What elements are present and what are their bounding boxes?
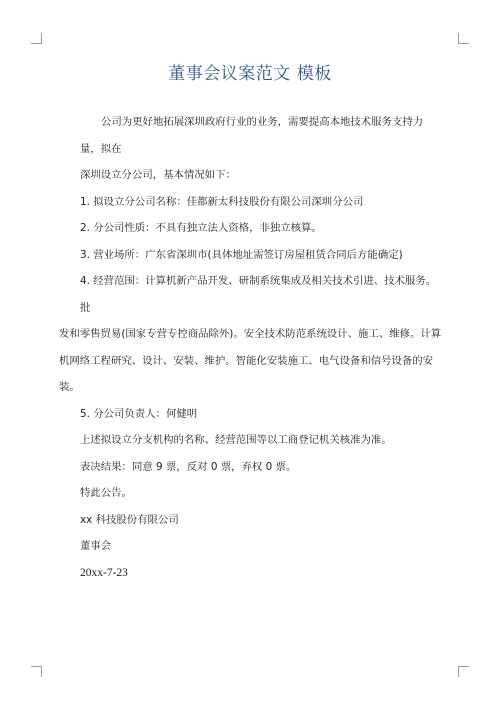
item-4-line-1: 4. 经营范围：计算机新产品开发、研制系统集成及相关技术引进、技术服务。批 — [80, 275, 437, 314]
announcement: 特此公告。 — [80, 487, 132, 499]
approval-note: 上述拟设立分支机构的名称、经营范围等以工商登记机关核准为准。 — [80, 434, 392, 446]
document-date: 20xx-7-23 — [80, 566, 128, 579]
vote-result: 表决结果：同意 9 票，反对 0 票，弃权 0 票。 — [80, 460, 297, 473]
item-3: 3. 营业场所：广东省深圳市(具体地址需签订房屋租赁合同后方能确定) — [80, 248, 403, 261]
item-1: 1. 拟设立分公司名称：佳都新太科技股份有限公司深圳分公司 — [80, 195, 364, 208]
item-2: 2. 分公司性质：不具有独立法人资格，非独立核算。 — [80, 222, 322, 234]
crop-mark-bottom-right — [458, 666, 469, 677]
item-5: 5. 分公司负责人：何健明 — [80, 407, 198, 420]
item-4-line-3: 机网络工程研究、设计、安装、维护。智能化安装施工、电气设备和信号设备的安装。 — [59, 354, 434, 393]
intro-line-1: 公司为更好地拓展深圳政府行业的业务，需要提高本地技术服务支持力量，拟在 — [80, 116, 424, 155]
document-body — [59, 109, 442, 586]
crop-mark-bottom-left — [31, 666, 42, 677]
item-4-line-2: 发和零售贸易(国家专营专控商品除外)。安全技术防范系统设计、施工、维修。计算 — [59, 328, 442, 340]
crop-mark-top-right — [458, 33, 469, 44]
board-name: 董事会 — [80, 540, 112, 552]
crop-mark-top-left — [31, 33, 42, 44]
document-title: 董事会议案范文 模板 — [168, 64, 332, 84]
company-name: xx 科技股份有限公司 — [80, 513, 179, 526]
intro-line-2: 深圳设立分公司，基本情况如下： — [80, 169, 236, 181]
